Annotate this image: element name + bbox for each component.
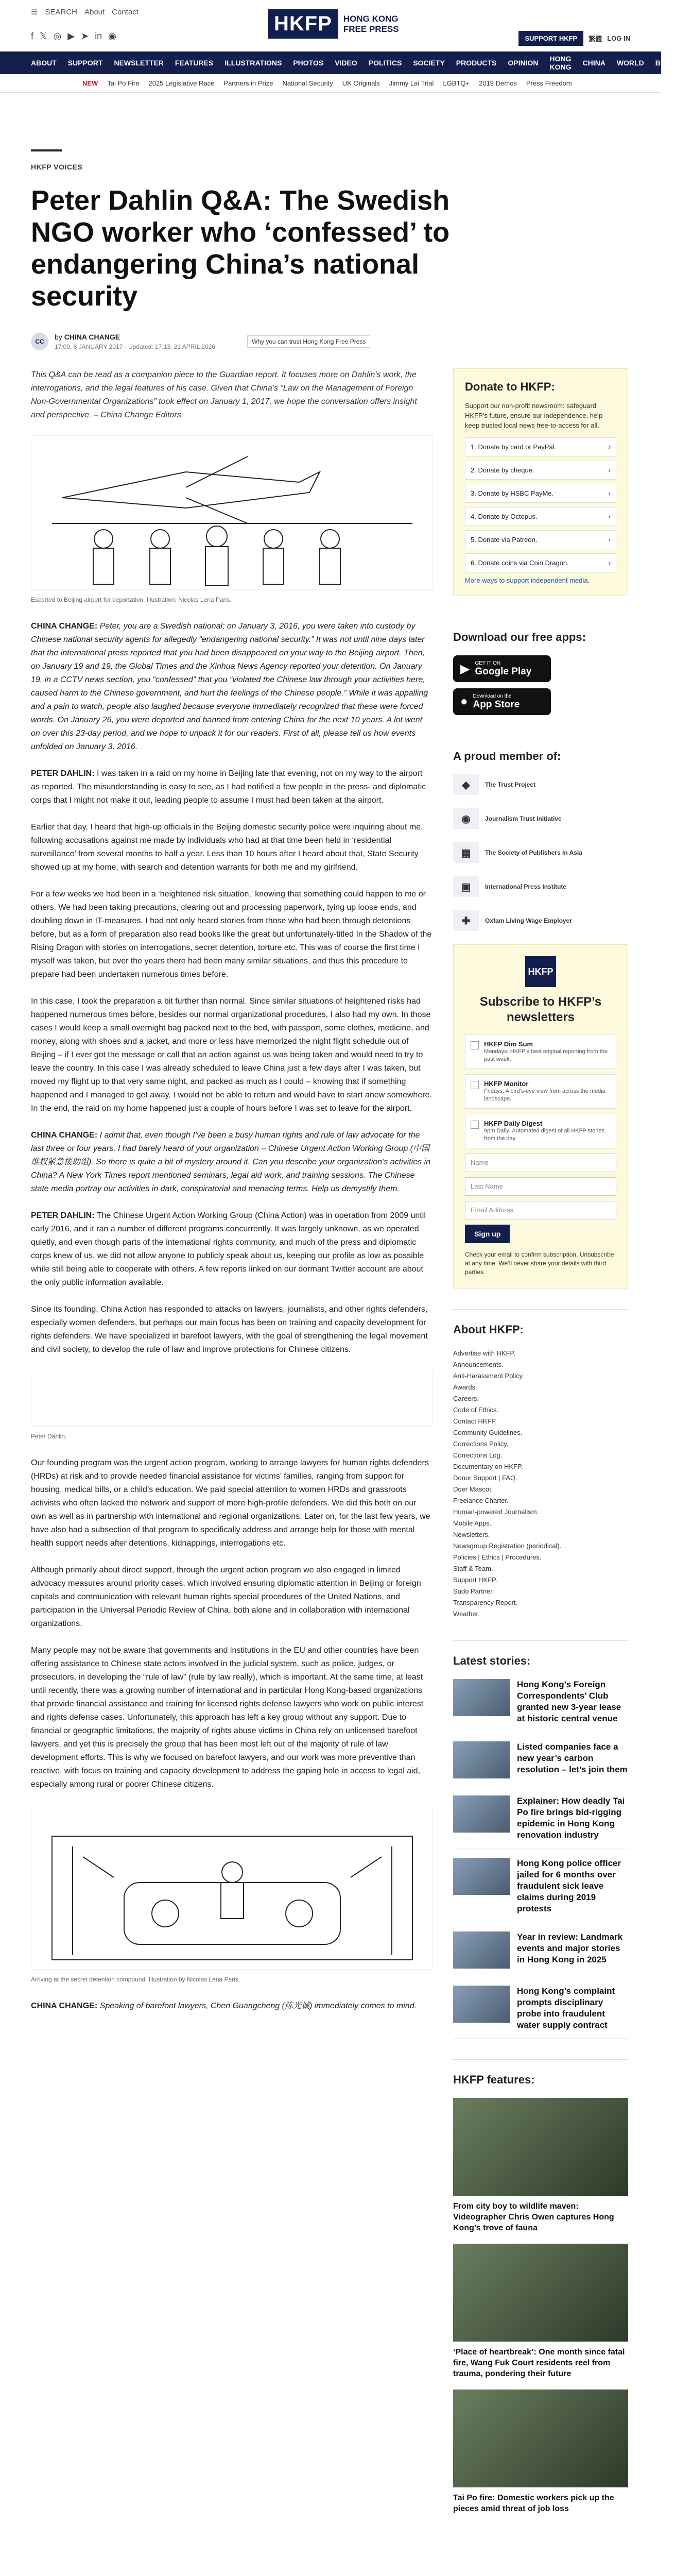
caption-detention: Arriving at the secret detention compound. Illustration by Nicolas Lena Paris. [31, 1976, 240, 1983]
nav-item[interactable]: FEATURES [175, 59, 214, 67]
newsletter-option[interactable] [465, 1074, 616, 1109]
signup-button[interactable]: Sign up [465, 1225, 510, 1243]
subnav-item[interactable]: Jimmy Lai Trial [389, 79, 434, 87]
nav-item[interactable]: HONG KONG [549, 55, 572, 71]
nav-item[interactable]: SOCIETY [413, 59, 445, 67]
youtube-icon[interactable]: ▶ [67, 31, 75, 41]
checkbox[interactable] [471, 1041, 479, 1049]
story-thumbnail[interactable] [453, 1741, 510, 1778]
contact-link[interactable]: Contact [112, 7, 139, 16]
member-name: The Trust Project [485, 781, 536, 788]
login-link[interactable]: LOG IN [607, 35, 630, 42]
speaker: CHINA CHANGE: [31, 1131, 98, 1140]
story-title[interactable]: Explainer: How deadly Tai Po fire brings bid-rigging epidemic in Hong Kong renovation industry [517, 1796, 625, 1840]
newsletter-desc: 9pm Daily: Automated digest of all HKFP stories from the day. [484, 1128, 604, 1142]
about-item[interactable]: Documentary on HKFP. [453, 1463, 523, 1470]
donate-option-label: 2. Donate by cheque. [471, 466, 534, 474]
latest-story[interactable] [453, 1795, 628, 1849]
donate-box [453, 368, 628, 596]
kicker-rule [31, 149, 62, 151]
rss-icon[interactable]: ◉ [108, 31, 116, 41]
checkbox[interactable] [471, 1081, 479, 1089]
donate-option[interactable] [465, 461, 616, 480]
about-item[interactable]: Sudo Partner. [453, 1587, 494, 1595]
member-title: A proud member of: [453, 736, 628, 763]
donate-option[interactable] [465, 484, 616, 503]
caption-airport: Escorted to Beijing airport for deportation. Illustration: Nicolas Lena Paris. [31, 596, 232, 603]
body-paragraph: For a few weeks we had been in a ‘heightened risk situation,’ knowing that something could happen to me or others. We had been taking precautions, clearing out and processing paperwork, tying up loose ends, and doubling down in IT-measures. I had not only heard stories from those who had been through detentions before, but as a form of preparation also read books like the great but unfortunately-titled In the Shadow of the Rising Dragon with stories on interrogations, secret detention, torture etc. This was of course the first time I myself was taken, but over the years there had been many similar situations, and thus this procedure to prepare had been undertaken numerous times before. [31, 890, 432, 979]
main-nav [0, 52, 692, 74]
avatar: CC [31, 333, 48, 350]
feature-title[interactable]: ‘Place of heartbreak’: One month since fatal fire, Wang Fuk Court residents reel from trauma, pondering their future [453, 2348, 625, 2378]
google-play-button[interactable] [453, 655, 551, 682]
feature-story[interactable] [453, 2244, 628, 2379]
about-item[interactable]: Newsletters. [453, 1531, 490, 1538]
subnav-item[interactable]: Tai Po Fire [107, 79, 140, 87]
app-store-button[interactable] [453, 688, 551, 715]
qa-paragraph [31, 1209, 432, 1290]
newsletter-box [453, 944, 628, 1289]
feature-image[interactable] [453, 2389, 628, 2487]
story-title[interactable]: Listed companies face a new year’s carbon resolution – let’s join them [517, 1742, 628, 1774]
subnav-item[interactable]: National Security [282, 79, 333, 87]
latest-story[interactable] [453, 1931, 628, 1976]
member-logo[interactable] [453, 808, 628, 829]
menu-icon[interactable]: ☰ [31, 8, 38, 16]
nav-item[interactable]: POLITICS [368, 59, 402, 67]
about-item[interactable]: Transparency Report. [453, 1599, 518, 1606]
nav-item[interactable]: BUSINESS [655, 59, 692, 67]
about-item[interactable]: Mobile Apps. [453, 1519, 492, 1527]
latest-title: Latest stories: [453, 1640, 628, 1668]
donate-text: Support our non-profit newsroom: safeguard HKFP’s future, ensure our independence, help keep trusted local news free-to-access for all. [465, 402, 603, 429]
author-line [55, 333, 215, 341]
support-button[interactable]: SUPPORT HKFP [518, 31, 583, 46]
illustration-airport-drawing [31, 436, 433, 590]
body-paragraph: Earlier that day, I heard that high-up officials in the Beijing domestic security police were inquiring about me, following accusations against me made by individuals who had at that time been held in ‘residential surveillance’ from several months to half a year. Less than 10 hours after I heard about that, State Security showed up at my home, with search and detention warrants for both me and my girlfriend. [31, 823, 423, 872]
chevron-right-icon: › [608, 443, 611, 451]
latest-story[interactable] [453, 1986, 628, 2039]
subnav-item[interactable]: 2019 Demos [479, 79, 517, 87]
by-label: by [55, 333, 62, 341]
x-icon[interactable]: 𝕏 [40, 31, 47, 41]
illustration-detention [31, 1805, 432, 1970]
speaker: CHINA CHANGE: [31, 2002, 98, 2010]
member-logo[interactable] [453, 910, 628, 931]
speaker: PETER DAHLIN: [31, 769, 95, 778]
email-input[interactable]: Email Address [465, 1201, 616, 1219]
body-paragraph: In this case, I took the preparation a bit further than normal. Since similar situations of heightened risks had happened numerous times before, besides our normal organizational procedures, I also had my own. In those cases I would keep a small overnight bag packed next to the bed, with passport, some clothes, medicine, and money, along with shoes and a jacket, and more or less have memorized the night flight schedule out of Beijing – if I ever got the message or call that an action against us was being taken and would need to try to leave the country. In this case I was already scheduled to leave China just a few days after I was taken, but moved my flight up to that very same night, and packed as much as I could – knowing that if something happened and I managed to get away, I would not be able to return and would have to start anew somewhere. In the end, the raid on my home happened just a couple of hours before I was set to leave for the airport. [31, 997, 432, 1113]
about-item[interactable]: Support HKFP. [453, 1576, 497, 1584]
linkedin-icon[interactable]: in [95, 31, 102, 41]
subnav-item[interactable]: 2025 Legislative Race [148, 79, 215, 87]
logo-line1: HONG KONG [343, 13, 399, 24]
donate-option-label: 5. Donate via Patreon. [471, 536, 538, 544]
subnav-item[interactable]: Partners in Prize [223, 79, 273, 87]
latest-story[interactable] [453, 1858, 628, 1922]
trust-project-icon: ◆ [453, 774, 479, 795]
question-text: Speaking of barefoot lawyers, Chen Guangcheng (陈光诚) immediately comes to mind. [99, 2002, 417, 2010]
ipi-icon: ▣ [453, 876, 479, 897]
story-title[interactable]: Hong Kong’s complaint prompts disciplinary probe into fraudulent water supply contract [517, 1986, 615, 2030]
question-text: I admit that, even though I’ve been a busy human rights and rule of law advocate for the last three or four years, I had barely heard of your organization – Chinese Urgent Action Working Group (中国维权紧急援助组). So there is quite a bit of mystery around it. Can you describe your organization’s activities in China? A New York Times report mentioned seminars, legal aid work, and training sessions. The Chinese state media portray our activities in dark, conspiratorial and menacing terms. Help us demystify them. [31, 1131, 431, 1193]
nav-item[interactable]: OPINION [508, 59, 539, 67]
nav-item[interactable]: PRODUCTS [456, 59, 497, 67]
nav-item[interactable]: SUPPORT [67, 59, 103, 67]
chevron-right-icon: › [608, 513, 611, 520]
member-name: Oxfam Living Wage Employer [485, 917, 572, 924]
newsletter-logo: HKFP [525, 956, 556, 987]
name-input[interactable]: Name [465, 1154, 616, 1172]
chevron-right-icon: › [608, 559, 611, 567]
donate-option-label: 3. Donate by HSBC PayMe. [471, 489, 554, 497]
about-item[interactable]: Contact HKFP. [453, 1417, 497, 1425]
apps-title: Download our free apps: [453, 617, 628, 644]
nav-item[interactable]: CHINA [582, 59, 605, 67]
story-thumbnail[interactable] [453, 1679, 510, 1716]
instagram-icon[interactable]: ◎ [53, 31, 62, 41]
about-link[interactable]: About [84, 7, 105, 16]
body-paragraph: Although primarily about direct support, through the urgent action program we also engaged in limited advocacy measures around priority cases, which involved ensuring diplomatic attention in Beijing or foreign capitals and communication with relevant human rights special procedures of the United Nations, and participation in the Universal Periodic Review of China, both alone and in collaboration with international organizations. [31, 1566, 421, 1628]
about-item[interactable]: Community Guidelines. [453, 1429, 523, 1436]
member-name: International Press Institute [485, 883, 567, 890]
about-item[interactable]: Newsgroup Registration (periodical). [453, 1542, 562, 1550]
about-item[interactable]: Advertise with HKFP. [453, 1349, 516, 1357]
apple-icon: ● [460, 694, 468, 708]
new-badge: NEW [82, 79, 98, 87]
google-play-icon: ▶ [460, 662, 470, 676]
qa-paragraph [31, 620, 432, 754]
body-paragraph: Many people may not be aware that governments and institutions in the EU and other countries have been offering assistance to Chinese state actors involved in the judicial system, such as police, judges, or prosecutors, in developing the “rule of law” (rule by law really), which is important. At the same time, at least until recently, there was a growing number of international and in particular Hong Kong-based organizations that provide financial assistance and training for licensed rights defense lawyers who work on public interest and rights defense cases. Unfortunately, this approach has left a key group without any support. Due to financial or geographic limitations, the majority of rights abuse victims in China rely on unlicensed barefoot lawyers, and yet this is precisely the group that has been most left out of the majority of rule of law development efforts. This is why we focused on barefoot lawyers, and our work was more preventive than reactive, with focus on training and capacity development to address the gaping hole in access to legal aid, especially among rural or poorer Chinese citizens. [31, 1646, 424, 1789]
newsletter-note: Check your email to confirm subscription. Unsubscribe at any time. We’ll never share your details with third parties. [465, 1251, 614, 1276]
about-title: About HKFP: [453, 1309, 628, 1336]
nav-item[interactable]: ABOUT [31, 59, 57, 67]
jti-icon: ◉ [453, 808, 479, 829]
about-item[interactable]: Donor Support | FAQ. [453, 1474, 517, 1482]
logo-line2: FREE PRESS [343, 24, 399, 34]
donate-option-label: 1. Donate by card or PayPal. [471, 443, 557, 451]
nav-item[interactable]: PHOTOS [293, 59, 324, 67]
about-item[interactable]: Careers. [453, 1395, 479, 1402]
nav-item[interactable]: NEWSLETTER [114, 59, 164, 67]
sopa-icon: ▦ [453, 842, 479, 863]
feature-image[interactable] [453, 2098, 628, 2196]
story-title[interactable]: Year in review: Landmark events and major stories in Hong Kong in 2025 [517, 1932, 623, 1964]
donate-title: Donate to HKFP: [465, 380, 555, 393]
member-logo[interactable] [453, 774, 628, 795]
feature-title[interactable]: Tai Po fire: Domestic workers pick up the pieces amid threat of job loss [453, 2494, 614, 2513]
article-kicker[interactable]: HKFP VOICES [31, 163, 83, 171]
qa-paragraph [31, 1129, 432, 1196]
chevron-right-icon: › [608, 536, 611, 544]
logo-words [343, 14, 399, 35]
chevron-right-icon: › [608, 466, 611, 474]
donate-option[interactable] [465, 437, 616, 456]
logo-mark: HKFP [268, 9, 338, 39]
qa-paragraph [31, 767, 432, 807]
donate-option-label: 4. Donate by Octopus. [471, 513, 538, 520]
story-thumbnail[interactable] [453, 1986, 510, 2023]
top-right [518, 31, 630, 46]
speaker: CHINA CHANGE: [31, 622, 98, 631]
member-name: Journalism Trust Initiative [485, 815, 562, 822]
newsletter-desc: Mondays: HKFP’s best original reporting from the past week. [484, 1048, 608, 1062]
latest-story[interactable] [453, 1741, 628, 1786]
about-item[interactable]: Announcements. [453, 1361, 504, 1368]
nav-item[interactable]: WORLD [616, 59, 644, 67]
author-name[interactable]: CHINA CHANGE [64, 333, 120, 341]
donate-more-link[interactable]: More ways to support independent media. [465, 577, 590, 584]
sub-nav [0, 74, 661, 93]
answer-text: I was taken in a raid on my home in Beijing late that evening, not on my way to the airport as reported. The misunderstanding is easy to see, as I had notified a few people in the press- and diplomatic corps that I might not make it out, leading people to assume I must had been taken at the airport. [31, 769, 426, 805]
google-play-small: GET IT ON [475, 660, 501, 666]
story-thumbnail[interactable] [453, 1858, 510, 1895]
features-list [453, 2098, 628, 2514]
app-store-small: Download on the [473, 693, 512, 699]
body-paragraph: Our founding program was the urgent action program, working to arrange lawyers for human rights defenders (HRDs) at risk and to provide needed financial assistance for victims’ families, ranging from support for housing, medical bills, or a child’s education. We paid special attention to women HRDs and grassroots activists who often lacked the network and support of more high-profile defenders. We did this both on our own as well as in partnership with international and regional organizations. Later on, for the last few years, we have also had a subsection of that program to specifically address and arrange help for those with mental health support needs after detentions, kidnappings, interrogations etc. [31, 1459, 430, 1548]
trust-badge[interactable]: Why you can trust Hong Kong Free Press [247, 335, 370, 348]
features-title: HKFP features: [453, 2059, 628, 2087]
illustration-airport [31, 435, 432, 590]
byline [31, 333, 628, 350]
top-left-links [31, 7, 139, 16]
feature-title[interactable]: From city boy to wildlife maven: Videographer Chris Owen captures Hong Kong’s trove of fauna [453, 2202, 614, 2232]
body-paragraph: Since its founding, China Action has responded to attacks on lawyers, journalists, and other rights defenders, especially women defenders, but perhaps our main focus has been on training and capacity development for rights defenders. We have specialized in barefoot lawyers, with the goal of strengthening the legal movement and civil society, to develop the rule of law and improve protections for Chinese citizens. [31, 1305, 428, 1354]
newsletter-name: HKFP Monitor [484, 1080, 529, 1088]
about-item[interactable]: Human-powered Journalism. [453, 1508, 539, 1516]
site-logo[interactable] [268, 9, 399, 39]
member-logo[interactable] [453, 842, 628, 863]
article-title: Peter Dahlin Q&A: The Swedish NGO worker who ‘confessed’ to endangering China’s national security [31, 185, 450, 312]
story-thumbnail[interactable] [453, 1795, 510, 1833]
member-logo[interactable] [453, 876, 628, 897]
about-item[interactable]: Policies | Ethics | Procedures. [453, 1553, 542, 1561]
sidebar [453, 368, 628, 2524]
newsletter-title: Subscribe to HKFP’s newsletters [479, 995, 602, 1024]
about-item[interactable]: Freelance Charter. [453, 1497, 509, 1504]
story-title[interactable]: Hong Kong’s Foreign Correspondents’ Club granted new 3-year lease at historic central venue [517, 1680, 621, 1723]
subnav-item[interactable]: UK Originals [342, 79, 380, 87]
story-title[interactable]: Hong Kong police officer jailed for 6 months over fraudulent sick leave claims during 2019 protests [517, 1858, 621, 1913]
about-item[interactable]: Awards. [453, 1383, 477, 1391]
about-item[interactable]: Doer Mascot. [453, 1485, 493, 1493]
subnav-item[interactable]: LGBTQ+ [443, 79, 470, 87]
donate-option[interactable] [465, 530, 616, 549]
telegram-icon[interactable]: ➤ [81, 31, 89, 41]
article-header [31, 149, 628, 350]
last-name-input[interactable]: Last Name [465, 1177, 616, 1196]
about-list [453, 1348, 628, 1620]
donate-option[interactable] [465, 553, 616, 572]
about-item[interactable]: Corrections Policy. [453, 1440, 509, 1448]
donate-option[interactable] [465, 507, 616, 526]
member-name: The Society of Publishers in Asia [485, 849, 582, 856]
subnav-item[interactable]: Press Freedom [526, 79, 572, 87]
newsletter-name: HKFP Daily Digest [484, 1120, 543, 1127]
latest-story[interactable] [453, 1679, 628, 1732]
qa-paragraph [31, 1999, 432, 2013]
about-item[interactable]: Staff & Team. [453, 1565, 493, 1572]
facebook-icon[interactable]: f [31, 31, 34, 41]
about-item[interactable]: Corrections Log. [453, 1451, 503, 1459]
nav-item[interactable]: ILLUSTRATIONS [224, 59, 282, 67]
intro-paragraph: This Q&A can be read as a companion piece to the Guardian report. It focuses more on Dahlin’s work, the interrogations, and the legal features of his case. Given that China’s “Law on the Management of Foreign Non-Governmental Organizations” took effect on January 1, 2017, we hope the conversation offers insight and perspective. – China Change Editors. [31, 370, 417, 419]
app-store-big: App Store [473, 699, 520, 710]
photo-peter-dahlin [31, 1370, 432, 1427]
article-dates: 17:00, 8 JANUARY 2017 · Updated: 17:13, 21 APRIL 2026 [55, 343, 215, 350]
language-link[interactable]: 繁體 [589, 35, 602, 43]
about-item[interactable]: Anti-Harassment Policy. [453, 1372, 524, 1380]
newsletter-name: HKFP Dim Sum [484, 1040, 533, 1048]
answer-text: The Chinese Urgent Action Working Group (China Action) was in operation from 2009 until early 2016, and it ran a number of different programs concurrently. It was largely unknown, as we operated quietly, and even though parts of the international rights community, and much of the press and diplomatic corps knew of us, we did not allow anyone to publicly speak about us, keeping our profile as low as possible while still being able to cooperate with others. A few reports linked on our dormant Twitter account are about the only public information available. [31, 1211, 426, 1287]
about-item[interactable]: Code of Ethics. [453, 1406, 499, 1414]
story-thumbnail[interactable] [453, 1931, 510, 1969]
top-bar [0, 0, 661, 52]
social-icons [31, 31, 116, 42]
latest-list [453, 1679, 628, 2039]
nav-item[interactable]: VIDEO [335, 59, 357, 67]
caption-photo: Peter Dahlin. [31, 1433, 67, 1440]
search-link[interactable]: SEARCH [45, 7, 77, 16]
newsletter-option[interactable] [465, 1035, 616, 1069]
oxfam-icon: ✚ [453, 910, 479, 931]
article-body [31, 368, 432, 2026]
speaker: PETER DAHLIN: [31, 1211, 95, 1220]
newsletter-option[interactable] [465, 1114, 616, 1148]
chevron-right-icon: › [608, 489, 611, 497]
illustration-detention-drawing [31, 1805, 433, 1970]
feature-story[interactable] [453, 2098, 628, 2233]
feature-image[interactable] [453, 2244, 628, 2342]
newsletter-desc: Fridays: A bird’s-eye view from across the media landscape. [484, 1088, 605, 1102]
donate-option-label: 6. Donate coins via Coin Dragon. [471, 559, 569, 567]
feature-story[interactable] [453, 2389, 628, 2514]
google-play-big: Google Play [475, 666, 532, 677]
question-text: Peter, you are a Swedish national; on January 3, 2016, you were taken into custody by Chinese national security agents for allegedly “endangering national security.” It was not until nine days later that the international press reported that you had been disappeared on your way to the Beijing airport. Then, on January 19 and 19, the Global Times and the Xinhua News Agency reported your detention. On January 19, in a CCTV news section, you “confessed” that you “violated the Chinese law through your activities here, caused harm to the Chinese government, and hurt the feelings of the Chinese people.” While it was appalling and a pain to watch, people also laughed because everyone immediately recognized that these were forced words. On January 26, you were deported and banned from entering China for the next 10 years. A lot went on over this 23-day period, and we hope to unpack it for our readers. First of all, please tell us how events unfolded on January 3, 2016. [31, 622, 428, 751]
checkbox[interactable] [471, 1121, 479, 1129]
about-item[interactable]: Weather. [453, 1610, 480, 1618]
